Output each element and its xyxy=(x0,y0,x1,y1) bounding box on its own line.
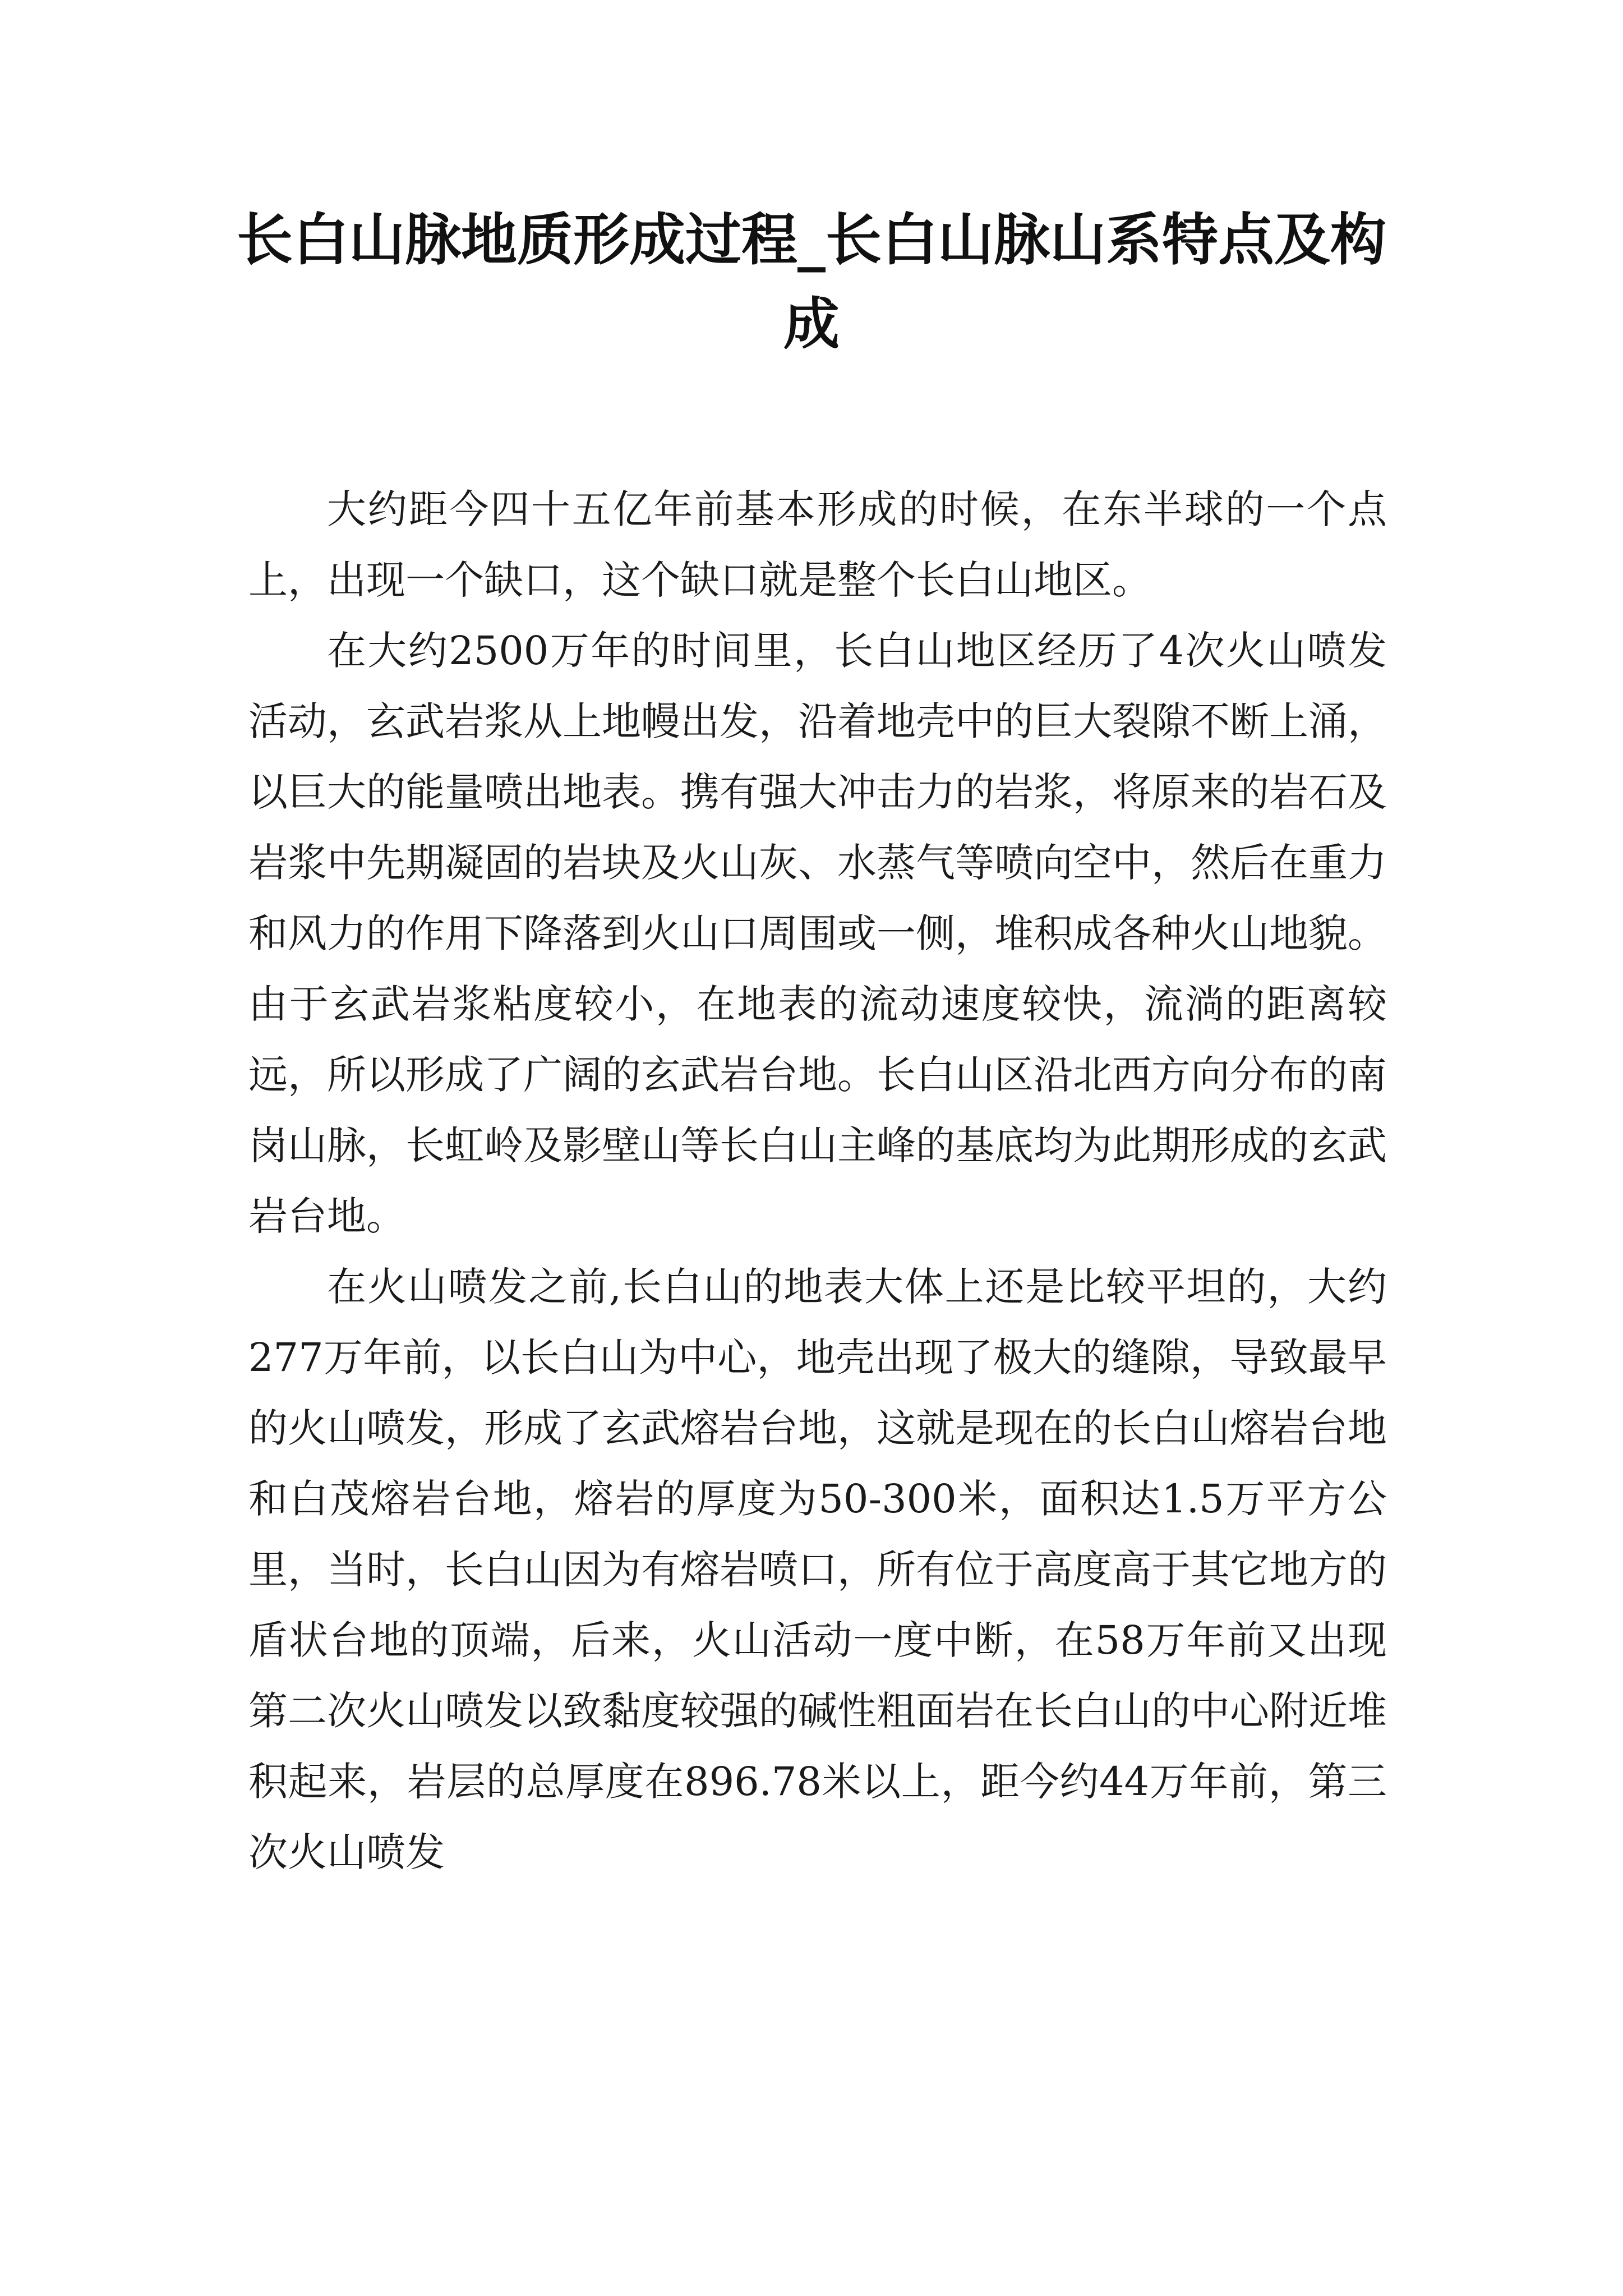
document-body xyxy=(248,474,1387,1888)
paragraph-3: 在火山喷发之前,长白山的地表大体上还是比较平坦的，大约277万年前，以长白山为中心，地壳出现了极大的缝隙，导致最早的火山喷发，形成了玄武熔岩台地，这就是现在的长白山熔岩台地和白茂熔岩台地，熔岩的厚度为50-300米，面积达1.5万平方公里，当时，长白山因为有熔岩喷口，所有位于高度高于其它地方的盾状台地的顶端，后来，火山活动一度中断，在58万年前又出现第二次火山喷发以致黏度较强的碱性粗面岩在长白山的中心附近堆积起来，岩层的总厚度在896.78米以上，距今约44万年前，第三次火山喷发 xyxy=(248,1264,1387,1875)
paragraph-2: 在大约2500万年的时间里，长白山地区经历了4次火山喷发活动，玄武岩浆从上地幔出发，沿着地壳中的巨大裂隙不断上涌，以巨大的能量喷出地表。携有强大冲击力的岩浆，将原来的岩石及岩浆中先期凝固的岩块及火山灰、水蒸气等喷向空中，然后在重力和风力的作用下降落到火山口周围或一侧，堆积成各种火山地貌。由于玄武岩浆粘度较小，在地表的流动速度较快，流淌的距离较远，所以形成了广阔的玄武岩台地。长白山区沿北西方向分布的南岗山脉，长虹岭及影壁山等长白山主峰的基底均为此期形成的玄武岩台地。 xyxy=(248,628,1387,1239)
paragraph-1: 大约距今四十五亿年前基本形成的时候，在东半球的一个点上，出现一个缺口，这个缺口就是整个长白山地区。 xyxy=(248,486,1387,603)
document-title: 长白山脉地质形成过程_长白山脉山系特点及构成 xyxy=(237,206,1386,357)
